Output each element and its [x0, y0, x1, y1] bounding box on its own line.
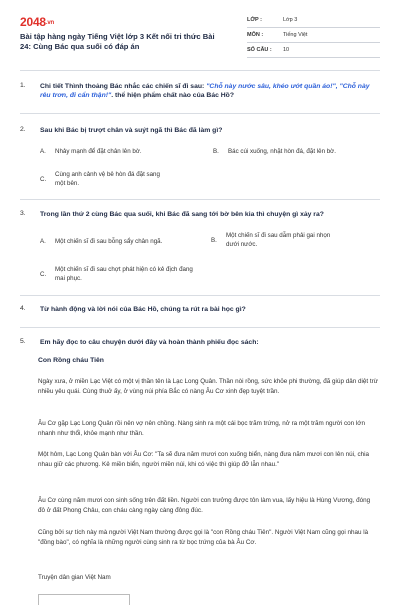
question-text: Từ hành động và lời nói của Bác Hồ, chúng ta rút ra bài học gì? [40, 306, 246, 313]
story-paragraph: Cũng bởi sự tích này mà người Việt Nam thường được gọi là "con Rồng cháu Tiên". Người Việt Nam cũng gọi nhau là "đồng bào", có nghĩa là những người cùng sinh ra từ bọc trứng của bà Âu Cơ. [38, 529, 369, 546]
meta-row-grade: LỚP : Lớp 3 [247, 13, 380, 28]
meta-row-count: SỐ CÂU : 10 [247, 43, 380, 58]
story-paragraph: Ngày xưa, ở miền Lạc Việt có một vị thần tên là Lạc Long Quân. Thần nòi rồng, sức khỏe phi thường, đã giúp dân diệt trừ nhiều yêu quái. Cùng thuở ấy, ở vùng núi phía Bắc có nàng Âu Cơ xinh đẹp tuyệt trần. [38, 378, 378, 395]
divider [20, 327, 380, 328]
question-number: 2. [20, 126, 26, 133]
divider [20, 199, 380, 200]
question-text: Em hãy đọc to câu chuyện dưới đây và hoàn thành phiếu đọc sách: [40, 339, 259, 346]
site-logo[interactable]: 2048.vn [20, 15, 54, 29]
page-title: Bài tập hàng ngày Tiếng Việt lớp 3 Kết nối tri thức Bài 24: Cùng Bác qua suối có đáp án [20, 32, 215, 51]
story-source: Truyện dân gian Việt Nam [38, 574, 111, 581]
question-number: 5. [20, 338, 26, 345]
story-paragraph: Một hôm, Lạc Long Quân bàn với Âu Cơ: "Ta sẽ đưa năm mươi con xuống biển, nàng đưa năm mươi con lên núi, chia nhau giữ các phương. Kẻ miền biển, người miền núi, khi có việc thì giúp đỡ lẫn nhau." [38, 451, 370, 468]
meta-table [247, 13, 380, 58]
divider [20, 295, 380, 296]
question-text: Sau khi Bác bị trượt chân và suýt ngã thì Bác đã làm gì? [40, 127, 223, 134]
story-paragraph: Âu Cơ gặp Lạc Long Quân rồi nên vợ nên chồng. Nàng sinh ra một cái bọc trăm trứng, nở ra một trăm người con lớn nhanh như thổi, khỏe mạnh như thần. [38, 420, 365, 437]
story-paragraph: Âu Cơ cùng năm mươi con sinh sống trên đất liền. Người con trưởng được tôn làm vua, lấy hiệu là Hùng Vương, đóng đô ở đất Phong Châu, con cháu càng ngày càng đông đúc. [38, 497, 371, 514]
meta-row-subject: MÔN : Tiếng Việt [247, 28, 380, 43]
question-text: Trong lần thứ 2 cùng Bác qua suối, khi Bác đã sang tới bờ bên kia thì chuyện gì xảy ra? [40, 211, 324, 218]
question-number: 3. [20, 210, 26, 217]
page-header [0, 0, 400, 72]
divider [20, 70, 380, 71]
divider [20, 113, 380, 114]
question-number: 4. [20, 305, 26, 312]
question-number: 1. [20, 82, 26, 89]
question-text: Chi tiết Thình thoảng Bác nhắc các chiến sĩ đi sau: "Chỗ này nước sâu, khéo ướt quần áo!", "Chỗ này rêu trơn, đi cẩn thận!". thể hiện phẩm chất nào của Bác Hồ? [40, 83, 370, 99]
story-title: Con Rồng cháu Tiên [38, 357, 104, 364]
